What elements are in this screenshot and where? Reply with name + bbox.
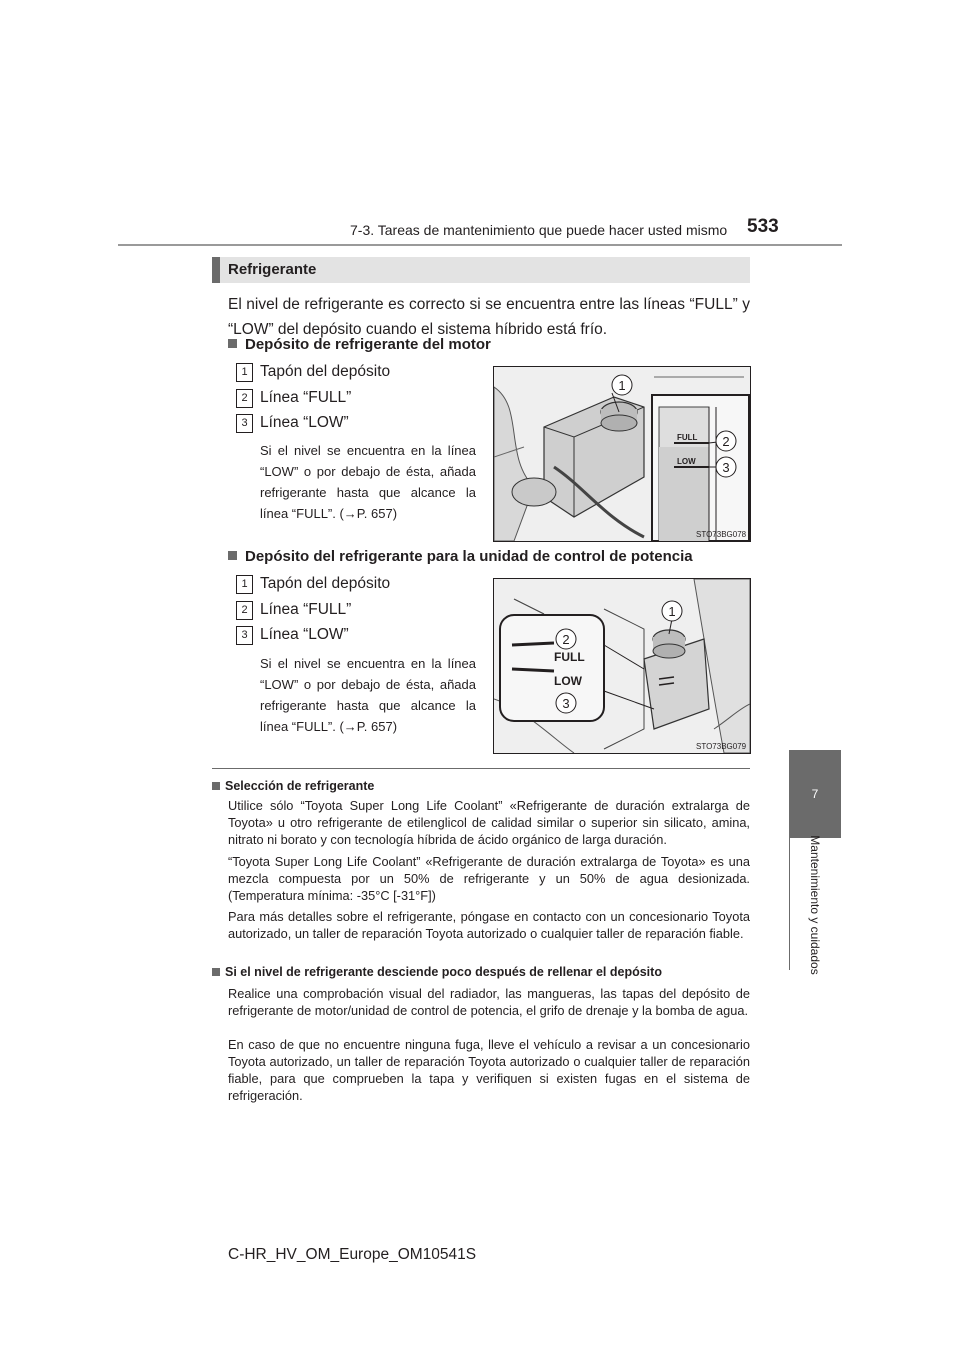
selection-paragraph-2: “Toyota Super Long Life Coolant” «Refrigerante de duración extralarga de Toyota» es una mezcla compuesta por un 50% de refrigerante y un 50% de agua desionizada. (Temperatura mínima: -35°C [-31°F]) (228, 854, 750, 903)
chapter-label-text: Mantenimiento y cuidados (808, 835, 822, 975)
chapter-label (770, 835, 860, 975)
item-number: 1 (236, 575, 253, 594)
page-number: 533 (747, 216, 779, 237)
intro-paragraph: El nivel de refrigerante es correcto si se encuentra entre las líneas “FULL” y “LOW” del depósito cuando el sistema híbrido está frío. (228, 296, 750, 338)
callout-1: 1 (668, 604, 676, 619)
item-label: Tapón del depósito (260, 575, 391, 592)
bullet-square-icon (228, 339, 237, 348)
engine-reservoir-note: Si el nivel se encuentra en la línea “LOW” o por debajo de ésta, añada refrigerante hasta que alcance la línea “FULL”. (→P. 657) (260, 443, 476, 521)
pcu-reservoir-illustration (494, 579, 750, 753)
engine-reservoir-illustration (494, 367, 750, 541)
item-number: 2 (236, 389, 253, 408)
item-number: 3 (236, 626, 253, 645)
item-number: 3 (236, 414, 253, 433)
low-line-label: LOW (677, 457, 696, 466)
chapter-tab: 7 (789, 750, 841, 838)
drop-heading (212, 965, 662, 979)
callout-3: 3 (722, 460, 730, 475)
drop-heading-text: Si el nivel de refrigerante desciende poco después de rellenar el depósito (225, 965, 662, 979)
item-label: Línea “LOW” (260, 414, 349, 431)
callout-1: 1 (618, 378, 626, 393)
callout-3: 3 (562, 696, 570, 711)
item-number: 2 (236, 601, 253, 620)
info-divider (212, 768, 750, 769)
manual-code: C-HR_HV_OM_Europe_OM10541S (228, 1246, 477, 1263)
item-label: Tapón del depósito (260, 363, 391, 380)
item-label: Línea “FULL” (260, 601, 352, 618)
drop-paragraph-1: Realice una comprobación visual del radiador, las mangueras, las tapas del depósito de refrigerante de motor/unidad de control de potencia, el grifo de drenaje y la bomba de agua. (228, 986, 750, 1018)
section-bar-marker (212, 257, 220, 283)
selection-paragraph-3: Para más detalles sobre el refrigerante, póngase en contacto con un concesionario Toyota autorizado, un taller de reparación Toyota autorizado o cualquier taller de reparación fiable. (228, 909, 750, 941)
selection-paragraph-1: Utilice sólo “Toyota Super Long Life Coolant” «Refrigerante de duración extralarga de Toyota» u otro refrigerante de etilenglicol de calidad similar o superior sin silicato, amina, nitrato ni borato y con tecnología híbrida de ácido orgánico de larga duración. (228, 798, 750, 847)
callout-2: 2 (562, 632, 570, 647)
figure-code: STO73BG078 (696, 530, 747, 539)
pcu-reservoir-figure (493, 578, 751, 754)
pcu-reservoir-heading (228, 548, 693, 565)
header-rule (118, 244, 842, 246)
bullet-square-icon (212, 782, 220, 790)
drop-paragraph-2: En caso de que no encuentre ninguna fuga, lleve el vehículo a revisar a un concesionario Toyota autorizado, un taller de reparación Toyota autorizado o cualquier taller de reparación fiable, para que comprueben la tapa y verifiquen si existen fugas en el sistema de refrigeración. (228, 1037, 750, 1103)
engine-reservoir-figure (493, 366, 751, 542)
full-line-label: FULL (677, 433, 698, 442)
section-title: Refrigerante (228, 261, 317, 278)
figure-code: STO73BG079 (696, 742, 747, 751)
low-line-label: LOW (554, 674, 582, 688)
bullet-square-icon (212, 968, 220, 976)
selection-heading-text: Selección de refrigerante (225, 779, 375, 793)
item-label: Línea “LOW” (260, 626, 349, 643)
item-number: 1 (236, 363, 253, 382)
engine-reservoir-heading-text: Depósito de refrigerante del motor (245, 336, 491, 353)
full-line-label: FULL (554, 650, 585, 664)
pcu-reservoir-heading-text: Depósito del refrigerante para la unidad de control de potencia (245, 548, 693, 565)
selection-heading (212, 779, 374, 793)
pcu-reservoir-note: Si el nivel se encuentra en la línea “LOW” o por debajo de ésta, añada refrigerante hasta que alcance la línea “FULL”. (→P. 657) (260, 656, 476, 734)
item-label: Línea “FULL” (260, 389, 352, 406)
engine-reservoir-heading (228, 336, 491, 353)
bullet-square-icon (228, 551, 237, 560)
running-header: 7-3. Tareas de mantenimiento que puede hacer usted mismo (350, 222, 728, 238)
callout-2: 2 (722, 434, 730, 449)
